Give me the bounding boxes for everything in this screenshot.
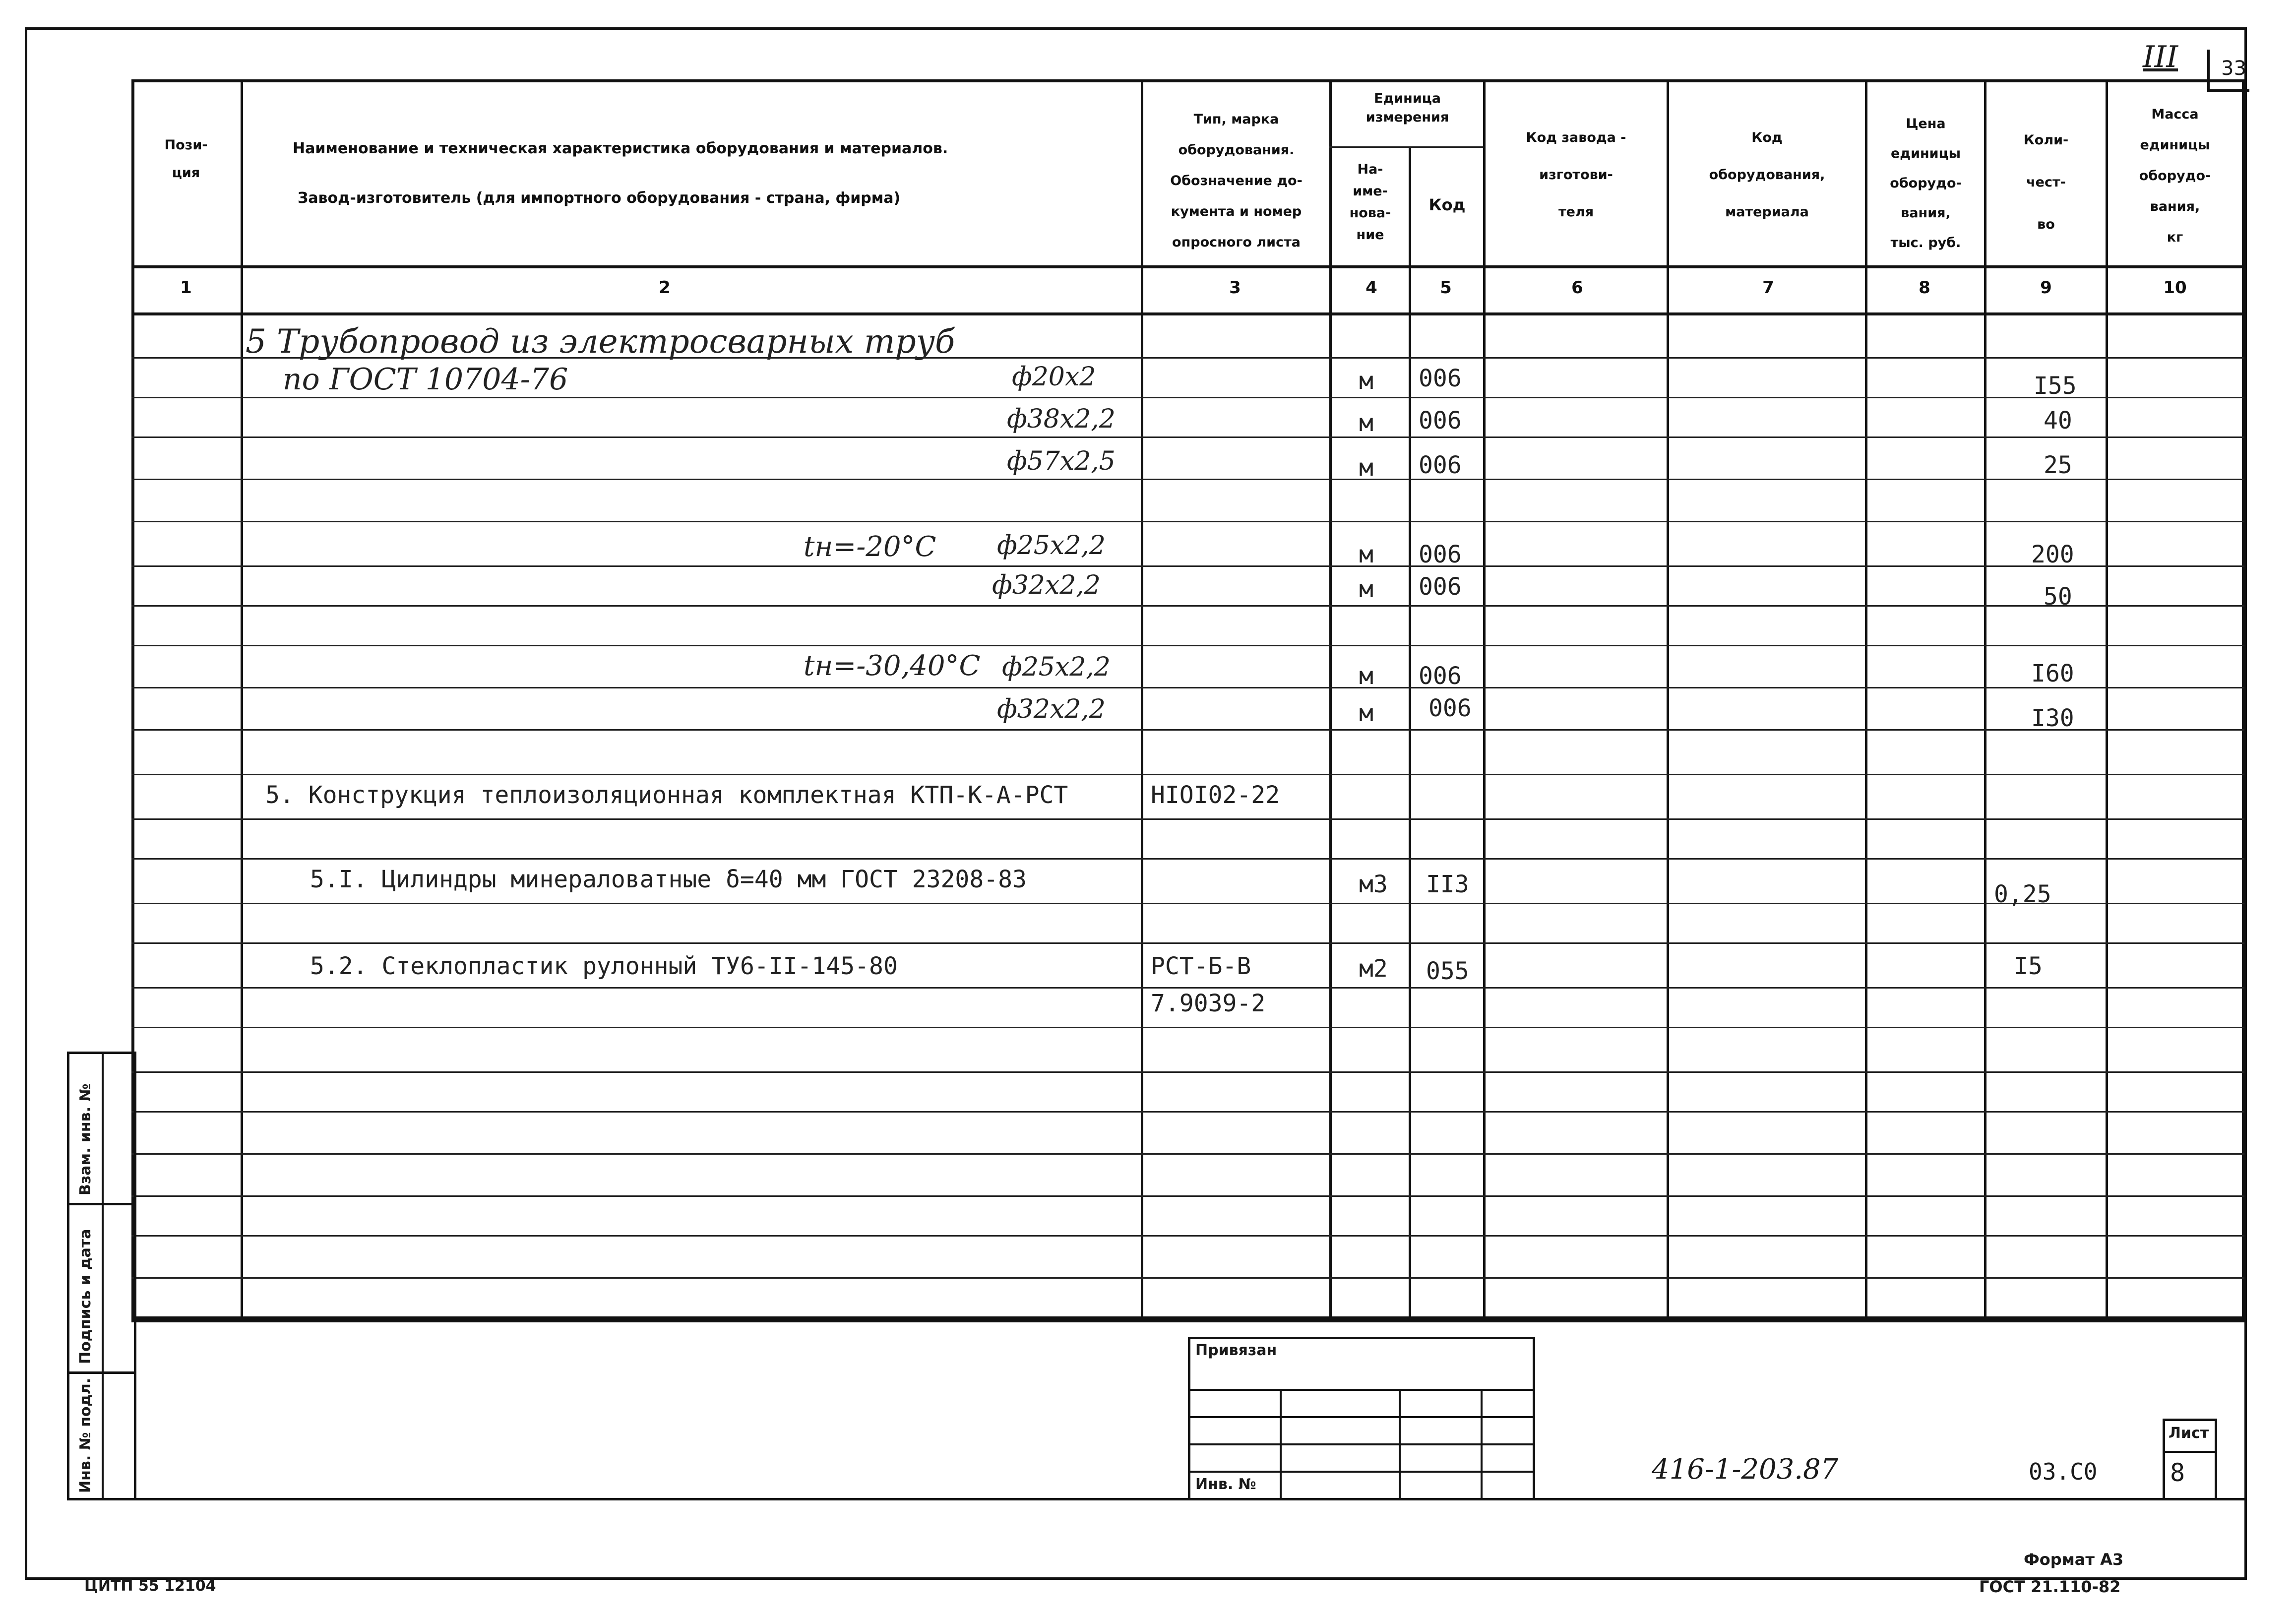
header-col6-line: изготови- <box>1539 167 1613 183</box>
footer-gost: ГОСТ 21.110-82 <box>1979 1577 2121 1596</box>
row-code: II3 <box>1426 871 1469 898</box>
privyazan-label: Привязан <box>1195 1342 1277 1359</box>
header-col2-line: Завод-изготовитель (для импортного оборудования - страна, фирма) <box>298 189 901 207</box>
row-line <box>131 687 2244 688</box>
stamp-vline <box>1280 1389 1282 1500</box>
row-unit: м3 <box>1359 871 1388 898</box>
row-code: 006 <box>1419 365 1462 392</box>
header-col9-line: Коли- <box>2023 132 2069 148</box>
col-number: 6 <box>1571 278 1583 298</box>
header-col6-line: Код завода - <box>1526 130 1626 145</box>
row-type: НIОI02-22 <box>1151 781 1280 809</box>
table-bottom-line <box>131 1319 2244 1322</box>
row-qty: I5 <box>2014 952 2043 980</box>
unit-subheader-line <box>1329 146 1483 148</box>
header-col3-line: кумента и номер <box>1171 204 1302 219</box>
header-col3-line: опросного листа <box>1172 235 1301 250</box>
header-col9-line: во <box>2037 217 2055 232</box>
row-size: ф32х2,2 <box>997 694 1106 724</box>
col-number: 9 <box>2040 278 2052 298</box>
row-name: 5 Трубопровод из электросварных труб <box>246 322 955 361</box>
row-size: ф38х2,2 <box>1007 404 1116 434</box>
sheet-box-line <box>2163 1451 2217 1453</box>
row-unit: м <box>1359 541 1373 568</box>
header-col3-line: оборудования. <box>1178 142 1295 158</box>
row-line <box>131 565 2244 567</box>
header-col45-line: Единица <box>1374 91 1441 106</box>
col-number: 2 <box>659 278 671 298</box>
row-unit: м <box>1359 454 1373 482</box>
header-col2 <box>258 124 1126 223</box>
header-col4-line: ние <box>1356 227 1384 243</box>
row-qty: I30 <box>2031 704 2074 732</box>
header-col8-line: Цена <box>1906 116 1946 131</box>
col-number: 4 <box>1365 278 1377 298</box>
header-col8-line: единицы <box>1890 146 1961 161</box>
header-col8-line: оборудо- <box>1890 176 1962 191</box>
colnum-bottom-line <box>131 312 2244 315</box>
row-code: 055 <box>1426 957 1469 985</box>
header-col4-line: На- <box>1357 162 1383 177</box>
row-line <box>131 521 2244 522</box>
row-line <box>131 729 2244 731</box>
header-col1-line: ция <box>172 165 200 181</box>
header-col10 <box>2110 99 2239 253</box>
row-line <box>131 942 2244 944</box>
row-unit: м <box>1359 367 1373 395</box>
row-unit: м <box>1359 409 1373 437</box>
row-line <box>131 479 2244 480</box>
row-line <box>131 1235 2244 1237</box>
header-col1 <box>149 131 223 187</box>
row-unit: м2 <box>1359 955 1388 983</box>
header-col7 <box>1672 119 1862 231</box>
stamp-line <box>1188 1471 1535 1473</box>
row-code: 006 <box>1419 573 1462 601</box>
header-col10-line: Масса <box>2151 107 2199 122</box>
header-col10-line: вания, <box>2150 199 2200 214</box>
row-line <box>131 903 2244 904</box>
row-temp: tн=-30,40°С <box>804 650 981 682</box>
row-name: по ГОСТ 10704-76 <box>283 362 568 397</box>
col-number: 5 <box>1440 278 1452 298</box>
row-code: 006 <box>1419 541 1462 568</box>
col-number: 10 <box>2163 278 2187 298</box>
header-col8-line: вания, <box>1901 205 1951 221</box>
row-code: 006 <box>1428 694 1472 722</box>
row-line <box>131 645 2244 646</box>
header-col3 <box>1146 104 1327 258</box>
row-line <box>131 1195 2244 1197</box>
header-col3-line: Тип, марка <box>1193 112 1279 127</box>
header-col6-line: теля <box>1558 204 1594 220</box>
col-number: 3 <box>1229 278 1241 298</box>
row-code: 006 <box>1419 662 1462 690</box>
row-size: ф25х2,2 <box>997 531 1106 560</box>
header-col9 <box>1989 119 2103 246</box>
header-bottom-line <box>131 265 2244 268</box>
row-line <box>131 436 2244 438</box>
row-line <box>131 858 2244 860</box>
col-number: 1 <box>180 278 192 298</box>
doc-code: 416-1-203.87 <box>1652 1453 1839 1486</box>
row-qty: 0,25 <box>1994 880 2051 908</box>
row-code: 006 <box>1419 451 1462 479</box>
row-line <box>131 987 2244 989</box>
corner-mark: III <box>2143 40 2178 74</box>
row-line <box>131 1071 2244 1073</box>
row-line <box>131 605 2244 607</box>
header-col10-line: оборудо- <box>2139 168 2211 184</box>
side-label-vzam: Взам. инв. № <box>77 1083 94 1195</box>
header-col3-line: Обозначение до- <box>1170 173 1303 188</box>
footer-format: Формат А3 <box>2024 1550 2124 1569</box>
row-unit: м <box>1359 575 1373 603</box>
row-line <box>131 1111 2244 1113</box>
row-type: 7.9039-2 <box>1151 990 1266 1017</box>
row-line <box>131 774 2244 775</box>
header-col9-line: чест- <box>2026 175 2066 190</box>
row-line <box>131 397 2244 398</box>
row-name: 5.2. Стеклопластик рулонный ТУ6-II-145-80 <box>310 952 898 980</box>
stamp-line <box>1188 1389 1535 1391</box>
header-col45 <box>1334 89 1481 127</box>
header-col8 <box>1870 109 1982 258</box>
footer-left: ЦИТП 55 12104 <box>84 1577 216 1595</box>
side-divider <box>102 1052 104 1500</box>
row-qty: 50 <box>2044 583 2072 611</box>
row-type: РСТ-Б-В <box>1151 952 1251 980</box>
row-qty: 200 <box>2031 541 2074 568</box>
inv-label: Инв. № <box>1195 1476 1256 1493</box>
row-size: ф32х2,2 <box>992 570 1101 600</box>
row-unit: м <box>1359 662 1373 690</box>
header-col5: Код <box>1428 195 1466 214</box>
row-qty: I55 <box>2034 372 2077 400</box>
header-col7-line: материала <box>1725 204 1809 220</box>
stamp-vline <box>1481 1389 1483 1500</box>
side-label-inv: Инв. № подл. <box>77 1377 94 1493</box>
row-size: ф25х2,2 <box>1002 652 1111 682</box>
header-col10-line: единицы <box>2140 137 2210 153</box>
row-qty: 25 <box>2044 451 2072 479</box>
stamp-line <box>1188 1416 1535 1418</box>
header-col1-line: Пози- <box>164 137 208 153</box>
header-col4-line: име- <box>1353 184 1388 199</box>
header-col8-line: тыс. руб. <box>1890 235 1961 250</box>
row-name: 5.I. Цилиндры минераловатные δ=40 мм ГОСТ 23208-83 <box>310 866 1027 893</box>
stamp-vline <box>1399 1389 1401 1500</box>
side-label-sign: Подпись и дата <box>77 1229 94 1364</box>
row-size: ф57х2,5 <box>1007 446 1116 476</box>
section-code: 03.С0 <box>2029 1458 2098 1485</box>
header-col4-line: нова- <box>1349 205 1391 221</box>
row-size: ф20х2 <box>1012 362 1096 392</box>
header-col45-line: измерения <box>1365 110 1449 125</box>
row-qty: 40 <box>2044 407 2072 435</box>
row-line <box>131 1277 2244 1279</box>
sheet-number: 8 <box>2170 1458 2185 1487</box>
row-line <box>131 818 2244 820</box>
header-col6 <box>1488 119 1664 231</box>
header-col7-line: Код <box>1751 130 1783 145</box>
row-qty: I60 <box>2031 660 2074 687</box>
header-col2-line: Наименование и техническая характеристика оборудования и материалов. <box>293 140 948 157</box>
stamp-line <box>1188 1443 1535 1445</box>
corner-number: 33 <box>2221 57 2246 80</box>
header-col10-line: кг <box>2167 230 2183 245</box>
row-unit: м <box>1359 699 1373 727</box>
header-col4 <box>1334 159 1406 246</box>
col-number: 7 <box>1762 278 1774 298</box>
row-line <box>131 1153 2244 1155</box>
row-temp: tн=-20°С <box>804 531 936 563</box>
row-code: 006 <box>1419 407 1462 435</box>
row-line <box>131 1027 2244 1028</box>
col-line <box>1409 146 1411 1319</box>
row-name: 5. Конструкция теплоизоляционная комплектная КТП-К-А-РСТ <box>265 781 1068 809</box>
header-col7-line: оборудования, <box>1709 167 1825 183</box>
col-number: 8 <box>1919 278 1930 298</box>
sheet-label: Лист <box>2169 1425 2209 1442</box>
